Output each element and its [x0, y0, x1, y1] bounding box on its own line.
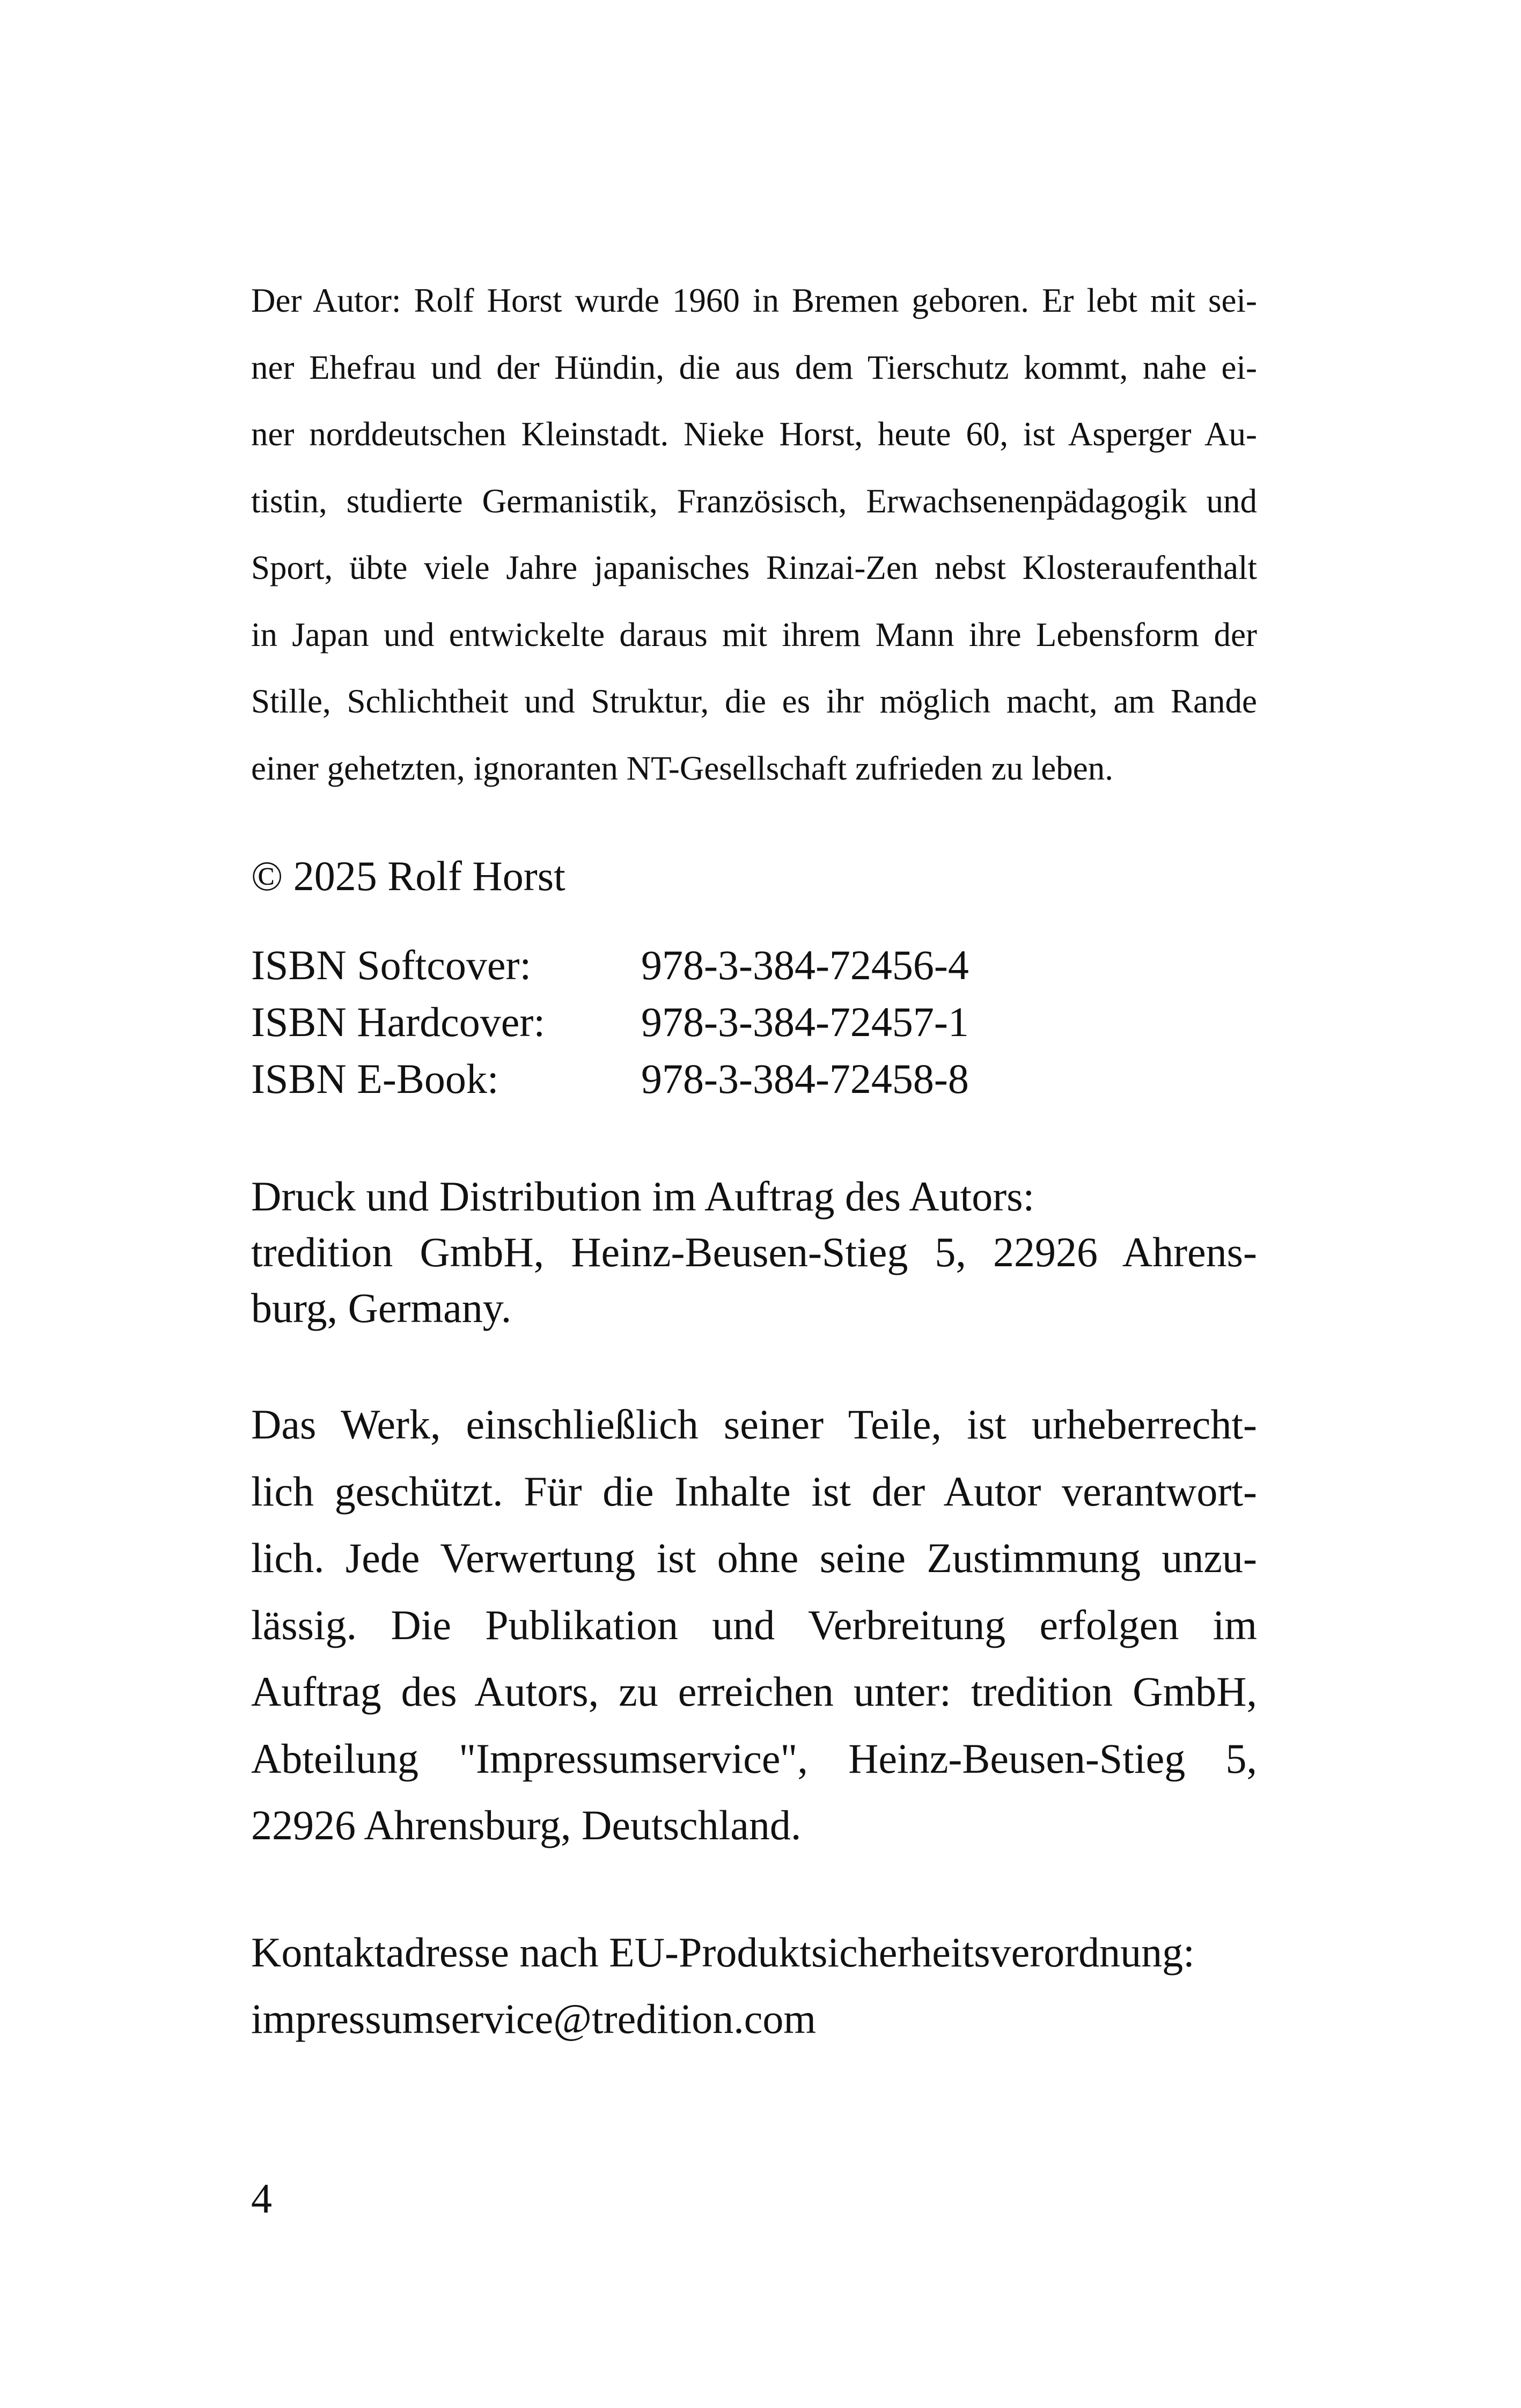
bio-line: Stille, Schlichtheit und Struktur, die es ihr möglich macht, am Rande — [251, 682, 1257, 720]
copyright-legal-notice — [251, 1391, 1257, 1859]
bio-line: Der Autor: Rolf Horst wurde 1960 in Bremen geboren. Er lebt mit sei- — [251, 282, 1257, 319]
isbn-label: ISBN Hardcover: — [251, 999, 546, 1045]
bio-line: ner norddeutschen Kleinstadt. Nieke Horst, heute 60, ist Asperger Au- — [251, 415, 1257, 453]
contact-line: Kontaktadresse nach EU-Produktsicherheitsverordnung: — [251, 1929, 1195, 1976]
author-bio — [251, 267, 1257, 802]
legal-line: 22926 Ahrensburg, Deutschland. — [251, 1802, 802, 1848]
contact-address — [251, 1919, 1257, 2052]
isbn-label: ISBN E-Book: — [251, 1055, 499, 1102]
isbn-table — [251, 937, 1257, 1107]
bio-line: in Japan und entwickelte daraus mit ihrem Mann ihre Lebensform der — [251, 615, 1257, 654]
isbn-row — [251, 937, 1257, 994]
bio-line: tistin, studierte Germanistik, Französisch, Erwachsenenpädagogik und — [251, 482, 1257, 520]
isbn-value: 978-3-384-72456-4 — [641, 942, 969, 988]
isbn-row — [251, 1051, 1257, 1107]
legal-line: lässig. Die Publikation und Verbreitung erfolgen im — [251, 1601, 1257, 1648]
print-line: burg, Germany. — [251, 1284, 512, 1331]
legal-line: Das Werk, einschließlich seiner Teile, ist urheberrecht- — [251, 1401, 1257, 1448]
isbn-value: 978-3-384-72457-1 — [641, 999, 969, 1045]
bio-line: ner Ehefrau und der Hündin, die aus dem Tierschutz kommt, nahe ei- — [251, 348, 1257, 386]
isbn-value: 978-3-384-72458-8 — [641, 1055, 969, 1102]
bio-line: einer gehetzten, ignoranten NT-Gesellschaft zufrieden zu leben. — [251, 749, 1113, 787]
copyright-notice: © 2025 Rolf Horst — [251, 853, 565, 899]
isbn-row — [251, 994, 1257, 1051]
print-line: tredition GmbH, Heinz-Beusen-Stieg 5, 22926 Ahrens- — [251, 1229, 1257, 1275]
bio-line: Sport, übte viele Jahre japanisches Rinzai-Zen nebst Klosteraufenthalt — [251, 549, 1257, 586]
print-line: Druck und Distribution im Auftrag des Autors: — [251, 1173, 1035, 1220]
isbn-label: ISBN Softcover: — [251, 942, 532, 988]
legal-line: Auftrag des Autors, zu erreichen unter: tredition GmbH, — [251, 1668, 1257, 1715]
legal-line: lich. Jede Verwertung ist ohne seine Zustimmung unzu- — [251, 1535, 1257, 1581]
print-distribution — [251, 1169, 1257, 1336]
page-number: 4 — [251, 2175, 272, 2222]
contact-email: impressumservice@tredition.com — [251, 1995, 817, 2042]
legal-line: Abteilung "Impressumservice", Heinz-Beusen-Stieg 5, — [251, 1735, 1257, 1782]
legal-line: lich geschützt. Für die Inhalte ist der Autor verantwort- — [251, 1467, 1257, 1515]
